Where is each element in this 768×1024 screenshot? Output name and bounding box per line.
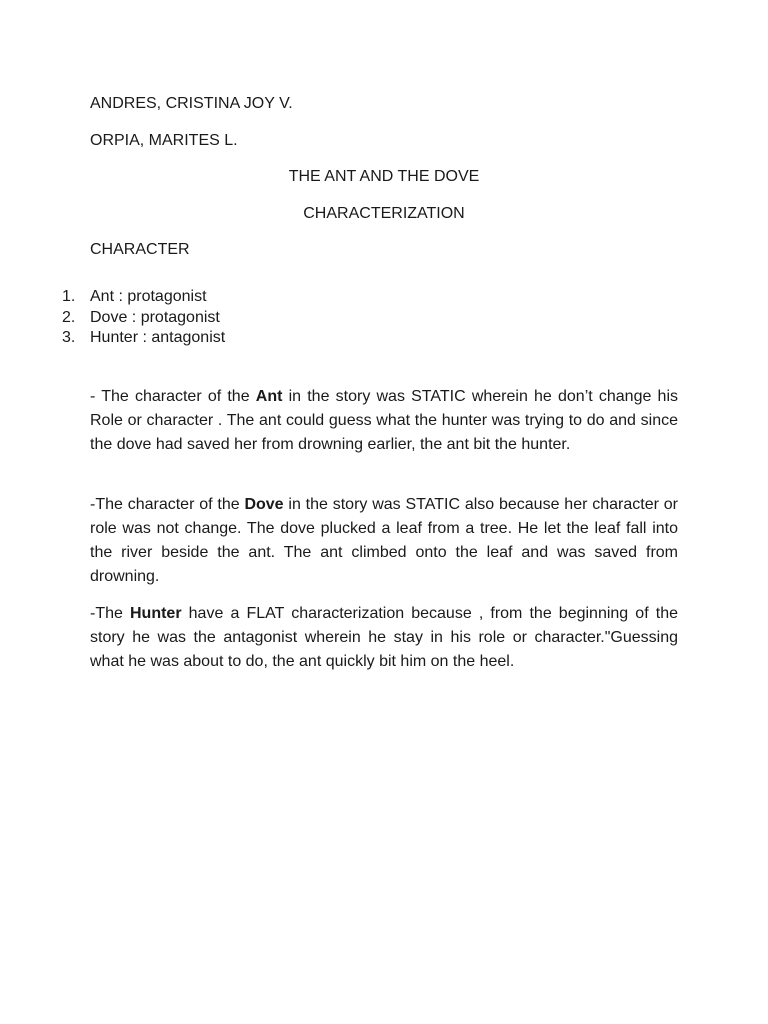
list-item [62, 308, 225, 329]
list-item [62, 287, 225, 308]
list-text: Dove : protagonist [90, 308, 220, 326]
list-number: 2. [62, 308, 76, 326]
subtitle-text: CHARACTERIZATION [303, 205, 465, 222]
author-1: ANDRES, CRISTINA JOY V. [90, 95, 293, 112]
document-title [0, 167, 768, 187]
paragraph-text: - The character of the [90, 388, 256, 405]
author-2: ORPIA, MARITES L. [90, 132, 238, 149]
paragraph-dove [90, 493, 678, 589]
title-text: THE ANT AND THE DOVE [288, 168, 480, 185]
paragraph-bold: Ant [255, 388, 283, 405]
paragraph-bold: Hunter [130, 605, 182, 622]
document-subtitle [0, 204, 768, 224]
list-number: 1. [62, 288, 76, 305]
paragraph-text: in the story was STATIC also because her character or role was not change. The dove plucked a leaf from a tree. He let the leaf fall into the river beside the ant. The ant climbed onto the leaf and was saved from drowning. [90, 496, 678, 585]
section-heading: CHARACTER [90, 241, 190, 258]
list-number: 3. [62, 329, 76, 346]
paragraph-ant [90, 385, 678, 457]
paragraph-text: -The [90, 605, 130, 622]
paragraph-text: -The character of the [90, 496, 245, 513]
list-text: Hunter : antagonist [90, 329, 226, 346]
paragraph-hunter [90, 602, 678, 674]
list-item [62, 328, 225, 349]
paragraph-bold: Dove [244, 496, 284, 513]
paragraph-text: have a FLAT characterization because , from the beginning of the story he was the antagonist wherein he stay in his role or character."Guessing what he was about to do, the ant quickly bit him on the heel. [90, 605, 678, 670]
paragraph-text: in the story was STATIC wherein he don’t change his Role or character . The ant could guess what the hunter was trying to do and since the dove had saved her from drowning earlier, the ant bit the hunter. [90, 388, 678, 453]
list-text: Ant : protagonist [90, 288, 207, 305]
character-list [62, 287, 225, 349]
